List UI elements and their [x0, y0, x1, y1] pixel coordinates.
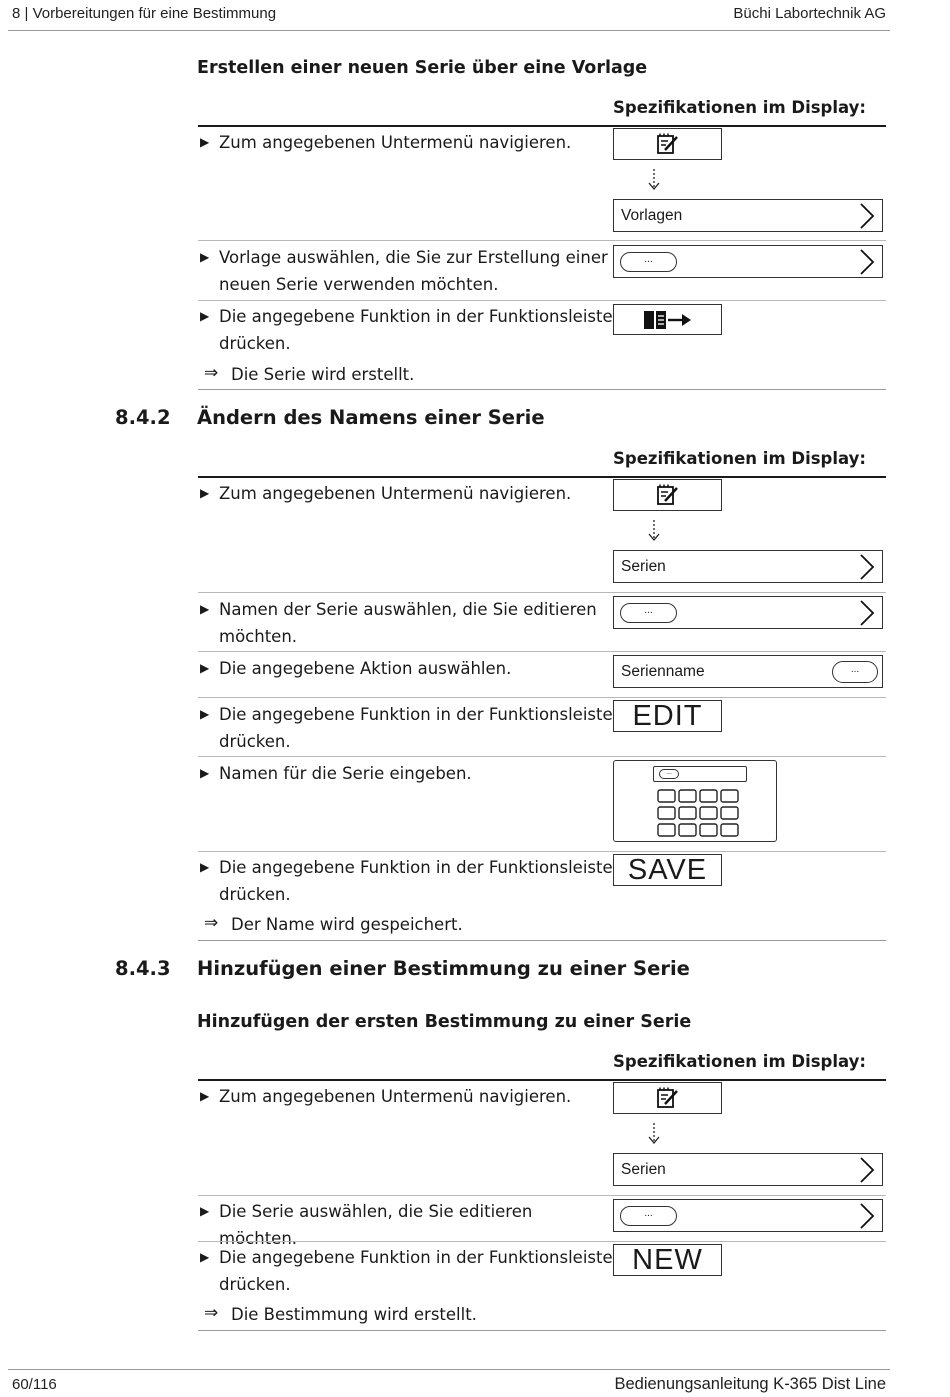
block1-table-top: [198, 125, 886, 127]
step-marker-icon: ▶: [200, 486, 210, 500]
navigate-down-icon: [644, 519, 664, 543]
footer-rule: [8, 1369, 890, 1370]
display-menu-button[interactable]: [613, 479, 722, 511]
section-number-842: 8.4.2: [115, 406, 171, 429]
row-divider: [198, 651, 886, 652]
row-divider: [198, 851, 886, 852]
display-menu-button[interactable]: [613, 1082, 722, 1114]
step-marker-icon: ▶: [200, 1089, 210, 1103]
serienname-row[interactable]: Serienname ...: [613, 655, 883, 688]
edit-notepad-icon: [655, 484, 681, 506]
hollow-arrow-right-icon: ⇒: [204, 363, 219, 383]
chevron-right-icon: [858, 599, 876, 627]
serienname-value-pill[interactable]: ...: [832, 661, 878, 683]
chevron-right-icon: [858, 1156, 876, 1184]
running-header-right: Büchi Labortechnik AG: [733, 5, 886, 22]
row-divider: [198, 697, 886, 698]
row-divider: [198, 756, 886, 757]
ellipsis-pill: ...: [620, 1206, 677, 1226]
chevron-right-icon: [858, 1202, 876, 1230]
row-divider: [198, 240, 886, 241]
block3-table-top: [198, 1079, 886, 1081]
page-number: 60/116: [12, 1376, 57, 1393]
series-list-item[interactable]: [613, 1199, 883, 1232]
block3-table-bottom: [198, 1330, 886, 1331]
block1-spec-heading: Spezifikationen im Display:: [613, 98, 867, 117]
step-marker-icon: ▶: [200, 250, 210, 264]
block2-spec-heading: Spezifikationen im Display:: [613, 449, 867, 468]
step-marker-icon: ▶: [200, 1204, 210, 1218]
step-marker-icon: ▶: [200, 135, 210, 149]
manual-title: Bedienungsanleitung K-365 Dist Line: [614, 1375, 886, 1393]
block1-table-bottom: [198, 389, 886, 390]
new-button[interactable]: NEW: [613, 1244, 722, 1276]
block2-table-bottom: [198, 940, 886, 941]
step-marker-icon: ▶: [200, 602, 210, 616]
navigate-down-icon: [644, 168, 664, 192]
row-divider: [198, 592, 886, 593]
keyboard-display: [613, 760, 777, 842]
keyboard-keys-icon[interactable]: [656, 787, 744, 839]
chevron-right-icon: [858, 248, 876, 276]
menu-item-serien[interactable]: Serien: [613, 550, 883, 583]
navigate-down-icon: [644, 1122, 664, 1146]
menu-item-serien[interactable]: Serien: [613, 1153, 883, 1186]
step-marker-icon: ▶: [200, 1250, 210, 1264]
row-divider: [198, 300, 886, 301]
series-list-item[interactable]: [613, 596, 883, 629]
display-menu-button[interactable]: [613, 128, 722, 160]
block3-subtitle: Hinzufügen der ersten Bestimmung zu einer Serie: [197, 1012, 692, 1032]
header-rule: [8, 30, 890, 31]
step-marker-icon: ▶: [200, 766, 210, 780]
step-marker-icon: ▶: [200, 707, 210, 721]
ellipsis-pill: ...: [620, 603, 677, 623]
edit-button[interactable]: EDIT: [613, 700, 722, 732]
block2-table-top: [198, 476, 886, 478]
edit-notepad-icon: [655, 1087, 681, 1109]
chevron-right-icon: [858, 553, 876, 581]
hollow-arrow-right-icon: ⇒: [204, 913, 219, 933]
save-button[interactable]: SAVE: [613, 854, 722, 886]
create-from-template-button[interactable]: [613, 304, 722, 335]
hollow-arrow-right-icon: ⇒: [204, 1303, 219, 1323]
name-input-field[interactable]: [653, 766, 747, 782]
block3-title: Hinzufügen einer Bestimmung zu einer Serie: [197, 957, 690, 980]
block2-title: Ändern des Namens einer Serie: [197, 406, 545, 429]
edit-notepad-icon: [655, 133, 681, 155]
step-marker-icon: ▶: [200, 661, 210, 675]
row-divider: [198, 1195, 886, 1196]
step-marker-icon: ▶: [200, 309, 210, 323]
ellipsis-pill: ...: [659, 769, 679, 779]
book-to-list-arrow-icon: [642, 309, 694, 331]
running-header-left: 8 | Vorbereitungen für eine Bestimmung: [12, 5, 277, 22]
block3-spec-heading: Spezifikationen im Display:: [613, 1052, 867, 1071]
template-list-item[interactable]: [613, 245, 883, 278]
section-number-843: 8.4.3: [115, 957, 171, 980]
block1-title: Erstellen einer neuen Serie über eine Vorlage: [197, 58, 648, 78]
step-marker-icon: ▶: [200, 860, 210, 874]
row-divider: [198, 1241, 886, 1242]
ellipsis-pill: ...: [620, 252, 677, 272]
chevron-right-icon: [858, 202, 876, 230]
menu-item-vorlagen[interactable]: Vorlagen: [613, 199, 883, 232]
